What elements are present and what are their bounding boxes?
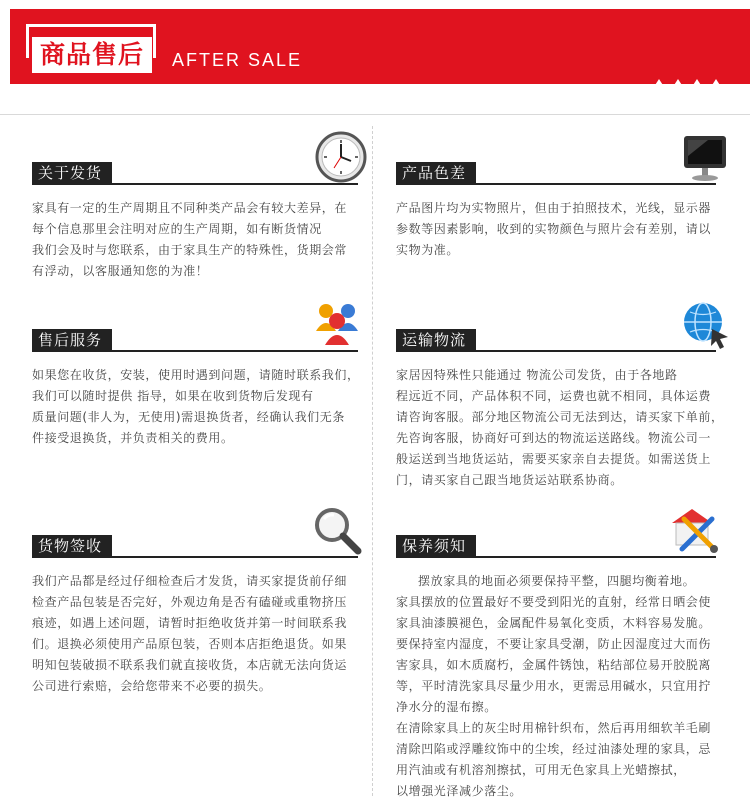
text-line: 清除凹陷或浮雕纹饰中的尘埃，经过油漆处理的家具，忌 [396, 742, 712, 756]
text-line: 家具摆放的位置最好不要受到阳光的直射，经常日晒会使 [396, 595, 712, 609]
section-logistics [396, 297, 741, 491]
text-line: 检查产品包装是否完好，外观边角是否有磕碰或重物挤压 [32, 595, 348, 609]
people-icon [310, 297, 364, 351]
text-line: 门，请买家自己跟当地货运站联系协商。 [396, 473, 623, 487]
text-line: 家居因特殊性只能通过 物流公司发货，由于各地路 [396, 368, 678, 382]
section-body [396, 571, 741, 802]
text-line: 们。退换必须使用产品原包装，否则本店拒绝退货。如果 [32, 637, 348, 651]
globe-icon [678, 297, 732, 351]
section-title: 售后服务 [32, 329, 112, 351]
monitor-icon [678, 130, 732, 184]
text-line: 等，平时清洗家具尽量少用水，更需忌用碱水，只宜用拧 [396, 679, 712, 693]
text-line: 害家具，如木质腐朽，金属件锈蚀，粘结部位易开胶脱离 [396, 658, 712, 672]
text-line: 产品图片均为实物照片，但由于拍照技术，光线，显示器 [396, 201, 712, 215]
text-line: 用汽油或有机溶剂擦拭，可用无色家具上光蜡擦拭， [396, 763, 686, 777]
section-body [32, 571, 377, 697]
section-body [32, 365, 377, 449]
text-line: 程远近不同，产品体积不同，运费也就不相同，具体运费 [396, 389, 712, 403]
section-body [32, 198, 377, 282]
text-line: 摆放家具的地面必须要保持平整，四腿均衡着地。 [418, 574, 696, 588]
text-line: 件接受退换货，并负责相关的费用。 [32, 431, 234, 445]
section-title: 保养须知 [396, 535, 476, 557]
section-body [396, 365, 741, 491]
text-line: 痕迹，如遇上述问题，请暂时拒绝收货并第一时间联系我 [32, 616, 348, 630]
text-line: 每个信息那里会注明对应的生产周期，如有断货情况 [32, 222, 322, 236]
text-line: 在清除家具上的灰尘时用棉针织布，然后再用细软羊毛刷 [396, 721, 712, 735]
text-line: 质量问题(非人为，无使用)需退换货者，经确认我们无条 [32, 410, 345, 424]
text-line: 般运送到当地货运站，需要买家亲自去提货。如需送货上 [396, 452, 712, 466]
section-maintenance [396, 503, 741, 802]
section-title: 产品色差 [396, 162, 476, 184]
banner-title-en: AFTER SALE [172, 50, 303, 70]
text-line: 我们产品都是经过仔细检查后才发货，请买家提货前仔细 [32, 574, 348, 588]
section-header [32, 130, 377, 188]
section-header [396, 130, 741, 188]
text-line: 以增强光泽减少落尘。 [396, 784, 523, 798]
text-line: 如果您在收货，安装，使用时遇到问题，请随时联系我们， [32, 368, 360, 382]
text-line: 公司进行索赔，会给您带来不必要的损失。 [32, 679, 272, 693]
tools-icon [668, 503, 722, 557]
text-line: 参数等因素影响，收到的实物颜色与照片会有差别，请以 [396, 222, 712, 236]
text-line: 先咨询客服，协商好可到达的物流运送路线。物流公司一 [396, 431, 712, 445]
section-goods-signing [32, 503, 377, 697]
text-line: 我们可以随时提供 指导，如果在收到货物后发现有 [32, 389, 314, 403]
magnifier-icon [310, 503, 364, 557]
section-header [32, 297, 377, 355]
text-line: 有浮动，以客服通知您的为准！ [32, 264, 209, 278]
text-line: 家具有一定的生产周期且不同种类产品会有较大差异，在 [32, 201, 348, 215]
text-line: 实物为准。 [396, 243, 460, 257]
section-header [32, 503, 377, 561]
section-header [396, 297, 741, 355]
text-line: 要保持室内湿度，不要让家具受潮，防止因湿度过大而伤 [396, 637, 712, 651]
header-rule [0, 114, 750, 115]
section-title: 关于发货 [32, 162, 112, 184]
text-line: 明知包装破损不联系我们就直接收货，本店就无法向货运 [32, 658, 348, 672]
section-title: 货物签收 [32, 535, 112, 557]
text-line: 家具油漆膜褪色，金属配件易氧化变质，木料容易发脆。 [396, 616, 712, 630]
text-line: 净水分的湿布擦。 [396, 700, 497, 714]
text-line: 请咨询客服。部分地区物流公司无法到达，请买家下单前， [396, 410, 724, 424]
section-title: 运输物流 [396, 329, 476, 351]
clock-icon [314, 130, 368, 184]
section-after-sale-service [32, 297, 377, 449]
triangles-decoration-icon [650, 72, 726, 93]
after-sale-banner [10, 9, 750, 84]
text-line: 我们会及时与您联系，由于家具生产的特殊性，货期会常 [32, 243, 348, 257]
section-shipping [32, 130, 377, 282]
section-color-difference [396, 130, 741, 261]
section-header [396, 503, 741, 561]
banner-title-cn: 商品售后 [32, 37, 152, 73]
section-body [396, 198, 741, 261]
